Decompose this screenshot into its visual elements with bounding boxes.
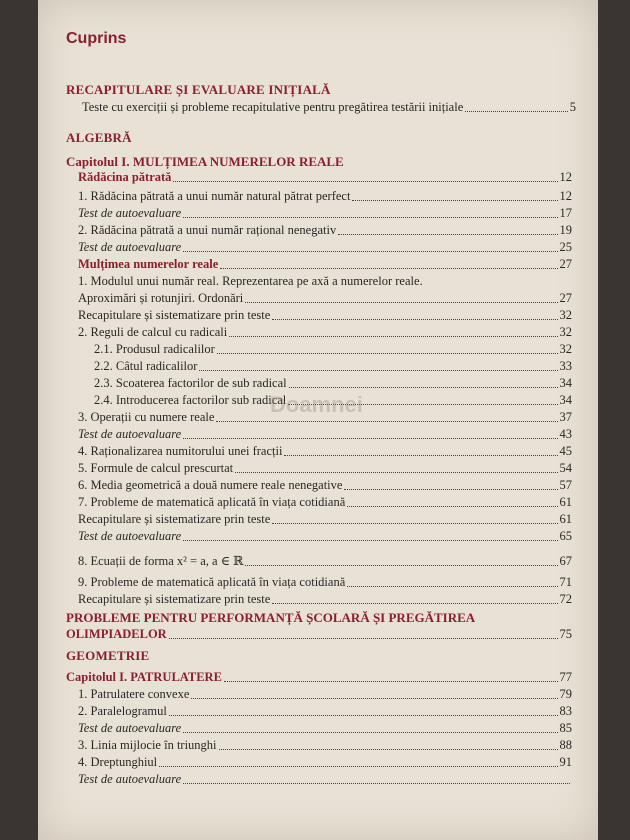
toc-entry: 2. Reguli de calcul cu radicali 32	[78, 325, 572, 339]
section-recap-title: RECAPITULARE ȘI EVALUARE INIȚIALĂ	[66, 82, 331, 97]
toc-entry: Test de autoevaluare 43	[78, 427, 572, 441]
toc-entry: 9. Probleme de matematică aplicată în viața cotidiană 71	[78, 575, 572, 589]
toc-entry: Test de autoevaluare 17	[78, 206, 572, 220]
toc-entry: 3. Linia mijlocie în triunghi 88	[78, 738, 572, 752]
toc-entry: 2. Rădăcina pătrată a unui număr rațional nenegativ 19	[78, 223, 572, 237]
toc-entry-text: 1. Modulul unui număr real. Reprezentarea pe axă a numerelor reale.	[78, 274, 423, 288]
section-geometry-title: GEOMETRIE	[66, 648, 150, 663]
watermark: Doamnei	[270, 392, 363, 417]
page-title: Cuprins	[66, 30, 127, 47]
toc-entry: 4. Raționalizarea numitorului unei fracții 45	[78, 444, 572, 458]
toc-entry: 1. Rădăcina pătrată a unui număr natural pătrat perfect 12	[78, 189, 572, 203]
toc-entry: 2. Paralelogramul 83	[78, 704, 572, 718]
toc-entry-olympiad: OLIMPIADELOR 75	[66, 627, 572, 641]
toc-entry: 1. Patrulatere convexe 79	[78, 687, 572, 701]
toc-entry: 2.2. Câtul radicalilor 33	[94, 359, 572, 373]
toc-entry: 2.4. Introducerea factorilor sub radical 34	[94, 393, 572, 407]
toc-entry: 5. Formule de calcul prescurtat 54	[78, 461, 572, 475]
document-page	[38, 0, 598, 840]
toc-entry: 6. Media geometrică a două numere reale nenegative 57	[78, 478, 572, 492]
chapter-geometry-title: Capitolul I. PATRULATERE 77	[66, 670, 572, 684]
toc-entry-recap: Teste cu exerciții și probleme recapitulative pentru pregătirea testării inițiale 5	[82, 100, 576, 114]
toc-entry: Test de autoevaluare 65	[78, 529, 572, 543]
toc-entry: Recapitulare și sistematizare prin teste 61	[78, 512, 572, 526]
toc-entry: Recapitulare și sistematizare prin teste 32	[78, 308, 572, 322]
section-algebra-title: ALGEBRĂ	[66, 130, 132, 145]
toc-entry: Mulțimea numerelor reale 27	[78, 257, 572, 271]
toc-entry: 2.3. Scoaterea factorilor de sub radical 34	[94, 376, 572, 390]
toc-entry: Test de autoevaluare 25	[78, 240, 572, 254]
toc-entry: Recapitulare și sistematizare prin teste 72	[78, 592, 572, 606]
toc-entry: 4. Dreptunghiul 91	[78, 755, 572, 769]
section-olympiad-title: PROBLEME PENTRU PERFORMANȚĂ ȘCOLARĂ ȘI PREGĂTIREA	[66, 610, 476, 625]
toc-entry: 7. Probleme de matematică aplicată în viața cotidiană 61	[78, 495, 572, 509]
toc-entry: Test de autoevaluare 85	[78, 721, 572, 735]
toc-entry: 3. Operații cu numere reale 37	[78, 410, 572, 424]
toc-entry: 2.1. Produsul radicalilor 32	[94, 342, 572, 356]
toc-entry: Rădăcina pătrată 12	[78, 170, 572, 184]
toc-entry: Test de autoevaluare	[78, 772, 572, 787]
chapter-algebra-title: Capitolul I. MULȚIMEA NUMERELOR REALE	[66, 154, 344, 169]
toc-entry: Aproximări și rotunjiri. Ordonări 27	[78, 291, 572, 305]
toc-entry: 8. Ecuații de forma x² = a, a ∈ ℝ 67	[78, 554, 572, 568]
